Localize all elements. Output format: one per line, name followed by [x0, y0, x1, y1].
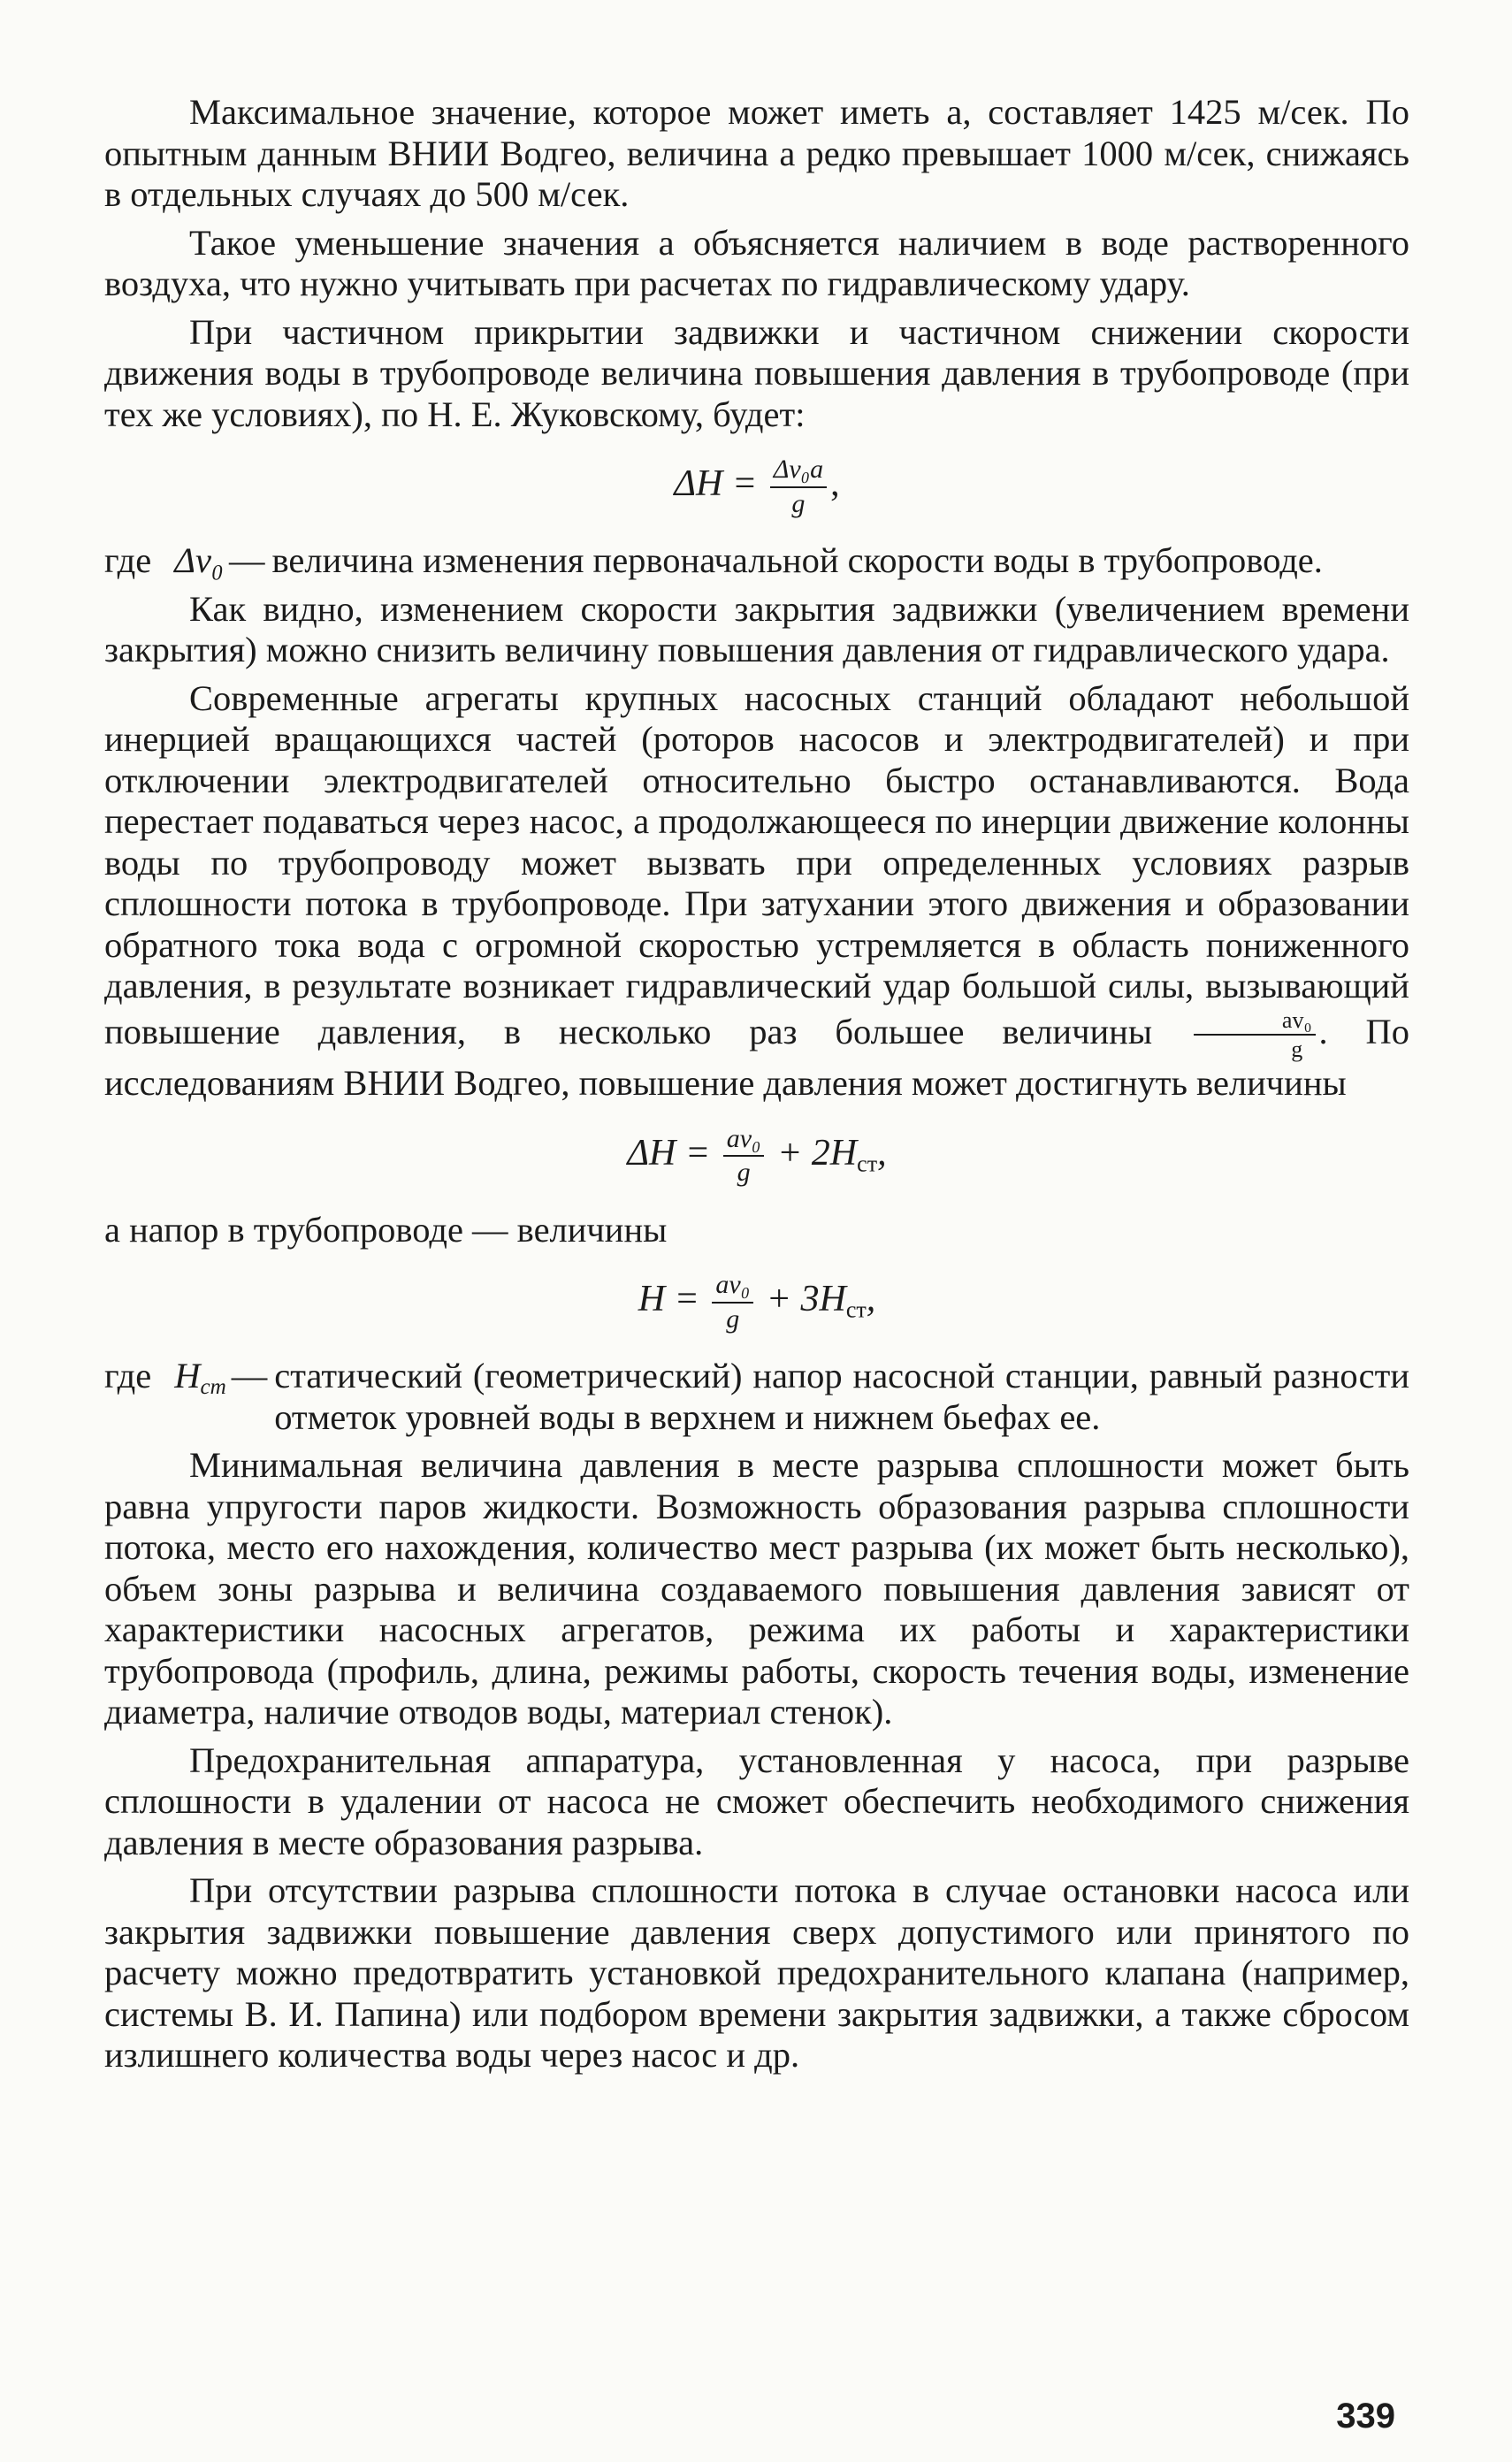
inline-denominator: g: [1291, 1036, 1303, 1063]
definition-symbol-letter: H: [174, 1356, 201, 1396]
definition-delta-v0: [104, 540, 1409, 582]
definition-h-static: [104, 1356, 1409, 1438]
formula-denominator: g: [737, 1158, 751, 1188]
formula-numerator: av₀: [723, 1124, 765, 1158]
paragraph-min-pressure: Минимальная величина давления в месте разрыва сплошности может быть равна упругости паров жидкости. Возможность образования разрыва сплошности потока, место его нахождения, количество мест разрыва (их может быть несколько), объем зоны разрыва и величина создаваемого повышения давления зависят от характеристики насосных агрегатов, режима их работы и характеристики трубопровода (профиль, длина, режимы работы, скорость течения воды, изменение диаметра, наличие отводов воды, материал стенок).: [104, 1445, 1409, 1732]
formula-fraction: [712, 1270, 753, 1334]
paragraph-modern-units-text: Современные агрегаты крупных насосных станций обладают небольшой инерцией вращающихся частей (роторов насосов и электродвигателей) и при отключении электродвигателей относительно быстро останавливаются. Вода перестает подаваться через насос, а продолжающееся по инерции движение колонны воды по трубопроводу может вызвать при определенных условиях разрыв сплошности потока в трубопроводе. При затухании этого движения и образовании обратного тока вода с огромной скоростью устремляется в область пониженного давления, в результате возникает гидравлический удар большой силы, вызывающий повышение давления, в несколько раз большее величины: [104, 677, 1409, 1051]
formula-rhs-subscript: ст: [845, 1296, 867, 1323]
definition-text: статический (геометрический) напор насосной станции, равный разности отметок уровней воды в верхнем и нижнем бьефах ее.: [274, 1356, 1409, 1437]
definition-symbol-subscript: ст: [200, 1375, 226, 1400]
definition-dash: —: [229, 540, 265, 580]
page-body: [104, 92, 1409, 2076]
formula-punctuation: ,: [830, 463, 840, 505]
page-number: 339: [1336, 2397, 1395, 2435]
paragraph-closing-speed: Как видно, изменением скорости закрытия задвижки (увеличением времени закрытия) можно снизить величину повышения давления от гидравлического удара.: [104, 588, 1409, 669]
formula-punctuation: ,: [877, 1132, 887, 1174]
definition-dash: —: [231, 1356, 268, 1396]
formula-lhs: ΔH =: [674, 463, 758, 505]
formula-punctuation: ,: [866, 1279, 876, 1320]
formula-numerator: Δv₀a: [770, 455, 827, 488]
formula-fraction: [770, 455, 827, 519]
formula-rhs-subscript: ст: [857, 1151, 878, 1177]
formula-denominator: g: [791, 488, 806, 518]
formula-denominator: g: [726, 1304, 740, 1334]
formula-rhs: + 3H: [766, 1279, 846, 1320]
formula-head: [104, 1270, 1409, 1334]
definition-symbol: Δv₀: [174, 540, 225, 580]
definition-lead: [104, 540, 272, 582]
formula-fraction: [723, 1124, 765, 1189]
definition-where: где: [104, 1356, 152, 1396]
formula-numerator: av₀: [712, 1270, 753, 1304]
formula-lhs: H =: [638, 1279, 699, 1320]
formula-pressure-rise: [104, 1124, 1409, 1189]
definition-where: где: [104, 540, 152, 580]
paragraph-modern-units: [104, 678, 1409, 1105]
paragraph-max-value: Максимальное значение, которое может иметь a, составляет 1425 м/сек. По опытным данным ВНИИ Водгео, величина a редко превышает 1000 м/сек, снижаясь в отдельных случаях до 500 м/сек.: [104, 92, 1409, 214]
paragraph-partial-closing: При частичном прикрытии задвижки и частичном снижении скорости движения воды в трубопроводе величина повышения давления в трубопроводе (при тех же условиях), по Н. Е. Жуковскому, будет:: [104, 311, 1409, 434]
paragraph-safety-equipment: Предохранительная аппаратура, установленная у насоса, при разрыве сплошности в удалении от насоса не сможет обеспечить необходимого снижения давления в месте образования разрыва.: [104, 1739, 1409, 1862]
definition-symbol: [174, 1356, 226, 1400]
definition-text: величина изменения первоначальной скорости воды в трубопроводе.: [271, 540, 1323, 580]
definition-lead: [104, 1356, 274, 1438]
paragraph-head: а напор в трубопроводе — величины: [104, 1209, 668, 1250]
formula-rhs: + 2H: [776, 1132, 858, 1174]
paragraph-relief-valve: При отсутствии разрыва сплошности потока в случае остановки насоса или закрытия задвижки повышение давления сверх допустимого или принятого по расчету можно предотвратить установкой предохранительного клапана (например, системы В. И. Папина) или подбором времени закрытия задвижки, а также сбросом излишнего количества воды через насос и др.: [104, 1870, 1409, 2076]
inline-numerator: av₀: [1194, 1007, 1316, 1036]
paragraph-dissolved-air: Такое уменьшение значения a объясняется наличием в воде растворенного воздуха, что нужно учитывать при расчетах по гидравлическому удару.: [104, 222, 1409, 303]
formula-zhukovsky-partial: [104, 455, 1409, 519]
inline-fraction-av0-g: [1194, 1007, 1316, 1064]
formula-lhs: ΔH =: [627, 1132, 711, 1174]
paragraph-modern-units-tail: . По исследованиям ВНИИ Водгео, повышение давления может достигнуть величины: [104, 1011, 1409, 1104]
